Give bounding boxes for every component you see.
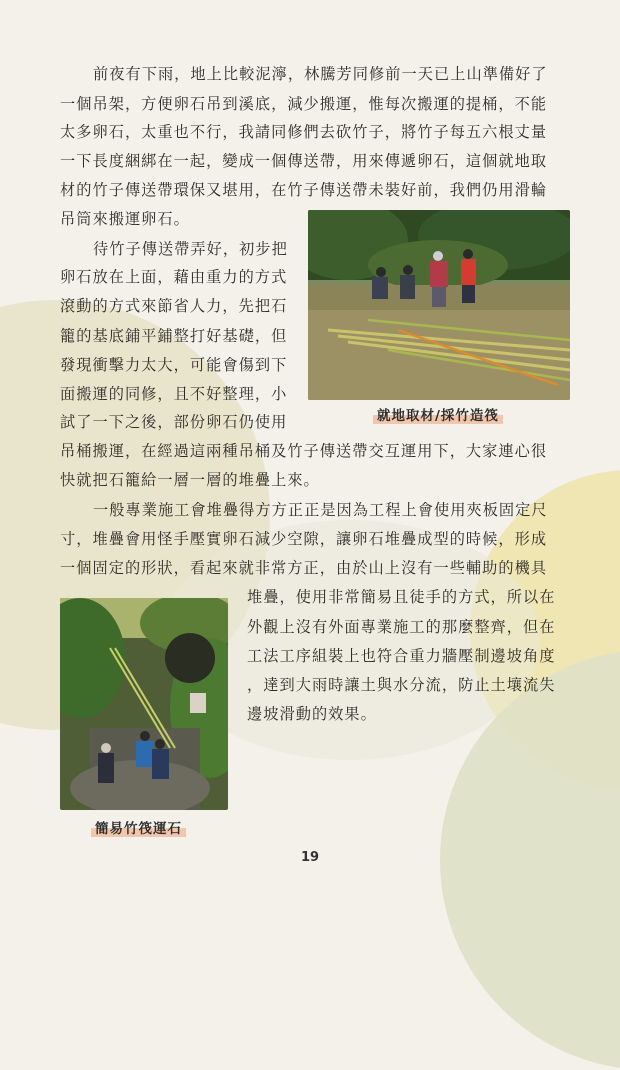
- text-line: 吊桶搬運，在經過這兩種吊桶及竹子傳送帶交互運用下，大家連心很: [60, 442, 548, 460]
- photo-bamboo-harvest: [308, 210, 570, 400]
- text-line: ，達到大雨時讓土與水分流，防止土壤流失: [247, 676, 556, 694]
- text-line: 一個吊架，方便卵石吊到溪底，減少搬運，惟每次搬運的提桶，不能: [60, 95, 548, 113]
- photo-bamboo-harvest-image: [308, 210, 570, 400]
- caption-photo-1: [377, 404, 499, 424]
- photo-bamboo-raft: [60, 598, 228, 810]
- text-line: 試了一下之後，部份卵石仍使用: [60, 413, 288, 431]
- caption-photo-2-text: 簡易竹筏運石: [95, 821, 182, 837]
- text-line: 堆疊，使用非常簡易且徒手的方式，所以在: [247, 588, 556, 606]
- text-line: 太多卵石，太重也不行，我請同修們去砍竹子，將竹子每五六根丈量: [60, 123, 548, 141]
- text-line: 待竹子傳送帶弄好，初步把: [93, 240, 288, 258]
- text-line: 工法工序組裝上也符合重力牆壓制邊坡角度: [247, 647, 556, 665]
- page-number: 19: [300, 850, 320, 865]
- text-line: 快就把石籠給一層一層的堆疊上來。: [60, 471, 320, 489]
- text-line: 一下長度綑綁在一起，變成一個傳送帶，用來傳遞卵石，這個就地取: [60, 152, 548, 170]
- text-line: 寸，堆疊會用怪手壓實卵石減少空隙，讓卵石堆疊成型的時候，形成: [60, 530, 548, 548]
- text-line: 吊筒來搬運卵石。: [60, 210, 190, 228]
- photo-bamboo-raft-image: [60, 598, 228, 810]
- text-line: 一般專業施工會堆疊得方方正正是因為工程上會使用夾板固定尺: [93, 501, 548, 519]
- text-line: 籠的基底鋪平鋪整打好基礎，但: [60, 327, 288, 345]
- caption-photo-1-text: 就地取材/採竹造筏: [377, 408, 499, 424]
- text-line: 前夜有下雨，地上比較泥濘，林騰芳同修前一天已上山準備好了: [93, 65, 548, 83]
- text-line: 發現衝擊力太大，可能會傷到下: [60, 356, 288, 374]
- text-line: 滾動的方式來節省人力，先把石: [60, 297, 288, 315]
- text-line: 一個固定的形狀，看起來就非常方正，由於山上沒有一些輔助的機具: [60, 559, 548, 577]
- text-line: 外觀上沒有外面專業施工的那麼整齊，但在: [247, 618, 556, 636]
- text-line: 材的竹子傳送帶環保又堪用，在竹子傳送帶未裝好前，我們仍用滑輪: [60, 181, 548, 199]
- text-line: 卵石放在上面，藉由重力的方式: [60, 268, 288, 286]
- text-line: 邊坡滑動的效果。: [247, 705, 377, 723]
- text-line: 面搬運的同修，且不好整理，小: [60, 385, 288, 403]
- caption-photo-2: [95, 817, 182, 837]
